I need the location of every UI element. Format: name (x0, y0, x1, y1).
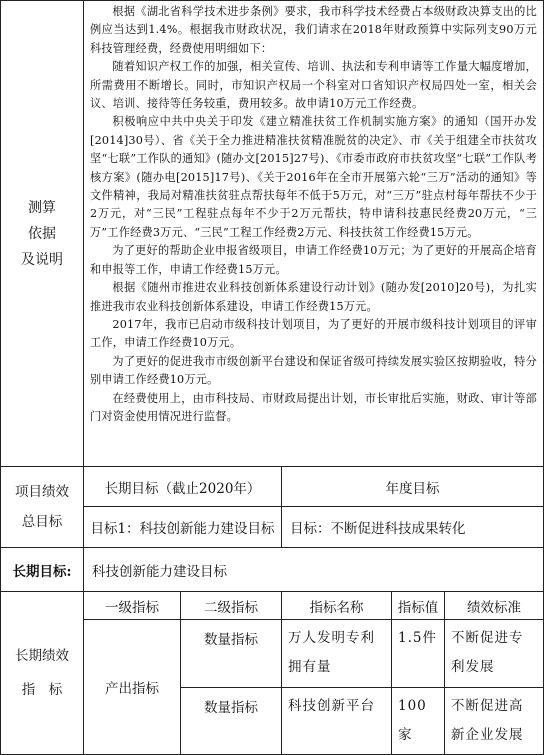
long-term-row (1, 548, 544, 592)
header-level1: 一级指标 (84, 592, 181, 620)
indicator-name-cell (282, 620, 392, 688)
long-term-goal-value: 目标1：科技创新能力建设目标 (84, 507, 282, 548)
header-indicator-value: 指标值 (392, 592, 445, 620)
header-indicator-name: 指标名称 (282, 592, 392, 620)
level1-cell: 产出指标 (84, 620, 181, 755)
level2-cell (181, 620, 282, 688)
indicators-label-line: 指 标 (21, 682, 63, 698)
description-paragraph: 在经费使用上，由市科技局、市财政局提出计划，市长审批后实施，财政、审计等部门对资金使用情况进行监督。 (90, 391, 538, 423)
goals-label-line: 项目绩效 (15, 484, 69, 500)
description-label-line: 测算 (28, 199, 56, 216)
annual-goal-header: 年度目标 (282, 467, 544, 507)
indicator-standard-cell (445, 620, 544, 688)
level2-text: 数量指标 (204, 632, 258, 648)
description-label-cell (1, 1, 84, 467)
description-body-cell (84, 1, 544, 467)
goals-label-line: 总目标 (21, 514, 63, 530)
indicator-name-cell (282, 688, 392, 755)
indicator-value-cell (392, 688, 445, 755)
indicator-standard: 不断促进专利发展 (451, 630, 524, 675)
level2-cell (181, 688, 282, 755)
annual-goal-value: 目标：不断促进科技成果转化 (282, 507, 544, 548)
description-paragraph: 2017年，我市已启动市级科技计划项目，为了更好的开展市级科技计划项目的评审工作，申请工作经费10万元。 (90, 317, 538, 350)
indicator-value: 100家 (398, 698, 427, 743)
indicator-standard: 不断促进高新企业发展 (451, 698, 524, 743)
description-paragraph: 根据《湖北省科学技术进步条例》要求，我市科学技术经费占本级财政决算支出的比例应当达到1.4%。根据我市财政状况，我们请求在2018年财政预算中实际列支90万元科技管理经费，经费使用明细如下： (90, 5, 538, 55)
description-paragraph: 随着知识产权工作的加强，相关宣传、培训、执法和专利申请等工作量大幅度增加，所需费用不断增长。同时，市知识产权局一个科室对口省知识产权局四处一室，相关会议、培训、接待等任务较重，费用较多。故申请10万元工作经费。 (90, 60, 538, 111)
header-level2: 二级指标 (181, 592, 282, 620)
goals-label-cell (1, 467, 84, 548)
indicator-header-row (1, 592, 544, 620)
long-term-goal-header: 长期目标（截止2020年） (84, 467, 282, 507)
goals-header-row (1, 467, 544, 507)
description-row (1, 1, 544, 467)
indicators-label-cell (1, 592, 84, 755)
long-term-label: 长期目标: (1, 548, 84, 592)
level2-text: 数量指标 (204, 700, 258, 716)
indicators-label-line: 长期绩效 (15, 648, 69, 664)
indicator-standard-cell (445, 688, 544, 755)
description-paragraph: 根据《随州市推进农业科技创新体系建设行动计划》(随办发[2010]20号)，为扎实推进我市农业科技创新体系建设，申请工作经费15万元。 (90, 281, 538, 313)
indicator-value: 1.5件 (398, 630, 437, 646)
description-paragraph: 为了更好的促进我市市级创新平台建设和保证省级可持续发展实验区按期验收，特分别申请工作经费10万元。 (90, 354, 538, 387)
indicator-value-cell (392, 620, 445, 688)
header-standard: 绩效标准 (445, 592, 544, 620)
description-label-line: 依据 (28, 225, 56, 242)
indicator-name: 科技创新平台 (288, 698, 375, 714)
indicator-name: 万人发明专利拥有量 (288, 630, 375, 675)
description-label-line: 及说明 (21, 251, 63, 268)
description-paragraph: 为了更好的帮助企业申报省级项目，申请工作经费10万元；为了更好的开展高企培育和申报等工作，申请工作经费15万元。 (90, 244, 538, 276)
description-paragraph: 积极响应中共中央关于印发《建立精准扶贫工作机制实施方案》的通知（国开办发[2014]30号）、省《关于全力推进精准扶贫精准脱贫的决定》、市《关于组建全市扶贫攻坚“七联”工作队的通知》(随办文[2015]27号)、《市委市政府市扶贫攻坚“七联”工作队考核方案》(随办电[2015]17号)、《关于2016年在全市开展第六轮“三万”活动的通知》等文件精神，我局对精准扶贫驻点帮扶每年不低于5万元，对“三万”驻点村每年帮扶不少于2万元，对“三民”工程驻点每年不少于2万元帮扶，特申请科技惠民经费20万元，“三万”工作经费3万元、“三民”工程工作经费2万元、科技扶贫工作经费15万元。 (90, 115, 538, 239)
long-term-value: 科技创新能力建设目标 (84, 548, 544, 592)
